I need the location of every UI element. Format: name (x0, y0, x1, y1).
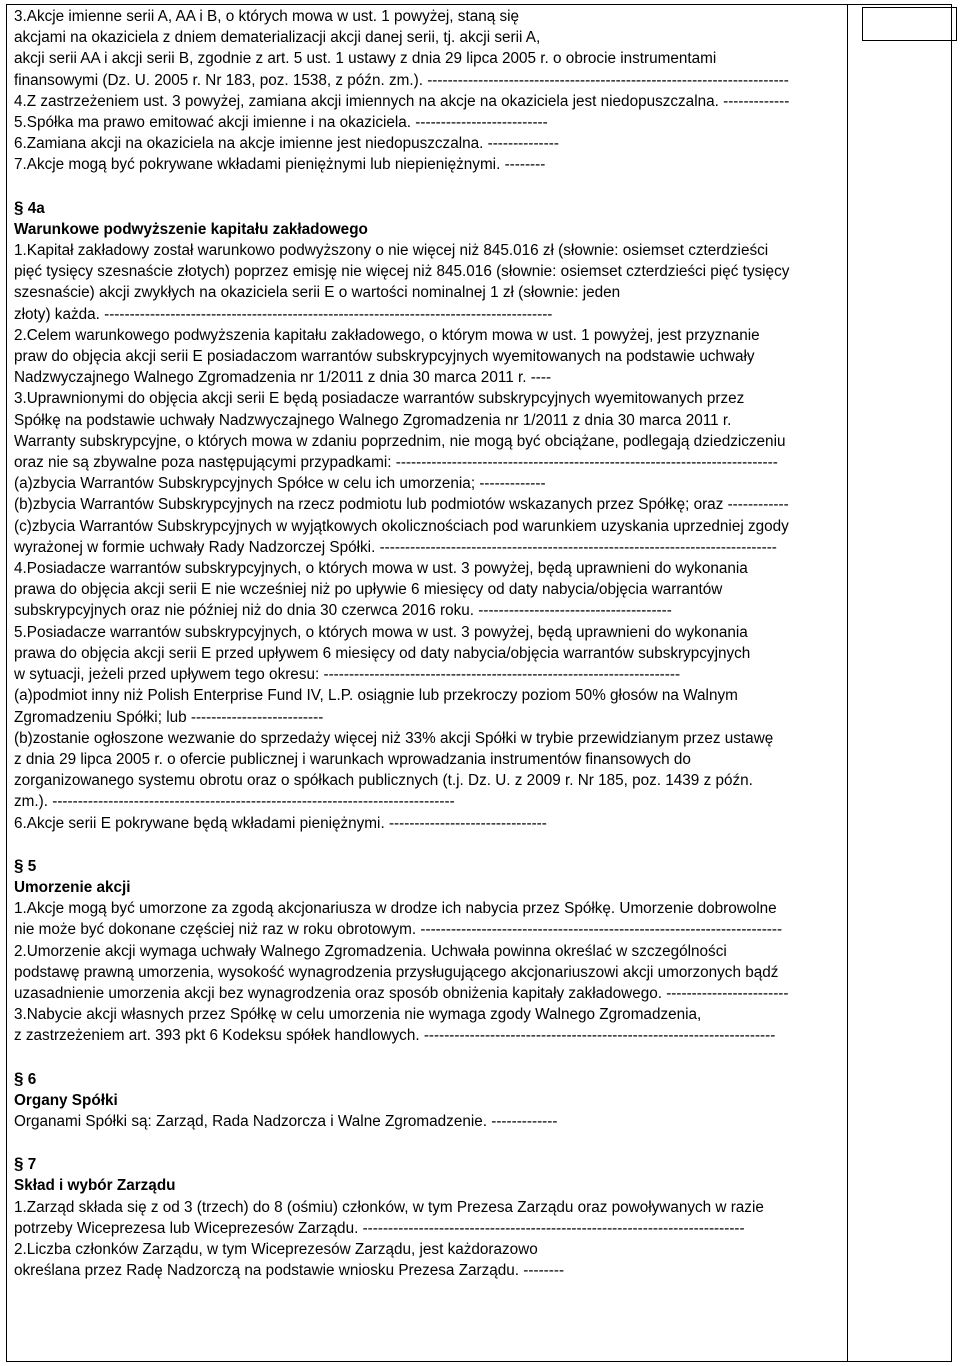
section-number: 5 (27, 857, 37, 875)
text-line: zorganizowanego systemu obrotu oraz o spółkach publicznych (t.j. Dz. U. z 2009 r. Nr 185, poz. 1439 z późn. (14, 772, 753, 790)
text-line: 5.Posiadacze warrantów subskrypcyjnych, o których mowa w ust. 3 powyżej, będą uprawnieni do wykonania (14, 623, 748, 641)
section-title: Warunkowe podwyższenie kapitału zakładowego (14, 220, 368, 238)
text-line: oraz nie są zbywalne poza następującymi przypadkami: --------------------------------------------------------------------------- (14, 454, 778, 472)
text-line: zm.). ------------------------------------------------------------------------------- (14, 793, 455, 811)
paragraph-sign: § (14, 855, 24, 875)
text-line: potrzeby Wiceprezesa lub Wiceprezesów Zarządu. --------------------------------------------------------------------------- (14, 1219, 745, 1237)
section-gap (14, 176, 838, 197)
text-line: (a)podmiot inny niż Polish Enterprise Fund IV, L.P. osiągnie lub przekroczy poziom 50% głosów na Walnym (14, 687, 738, 705)
text-line: (b)zostanie ogłoszone wezwanie do sprzedaży więcej niż 33% akcji Spółki w trybie przewidzianym przez ustawę (14, 729, 774, 747)
text-line: nie może być dokonane częściej niż raz w roku obrotowym. ----------------------------------------------------------------------- (14, 921, 783, 939)
text-line: z dnia 29 lipca 2005 r. o ofercie publicznej i warunkach wprowadzania instrumentów finansowych do (14, 750, 691, 768)
text-line: Spółkę na podstawie uchwały Nadzwyczajnego Walnego Zgromadzenia nr 1/2011 z dnia 30 marca 2011 r. (14, 411, 732, 429)
section-title: Umorzenie akcji (14, 878, 131, 896)
margin-box (862, 7, 957, 41)
text-line: 3.Nabycie akcji własnych przez Spółkę w celu umorzenia nie wymaga zgody Walnego Zgromadzenia, (14, 1006, 702, 1024)
text-line: złoty) każda. ---------------------------------------------------------------------------------------- (14, 305, 553, 323)
text-line: Nadzwyczajnego Walnego Zgromadzenia nr 1/2011 z dnia 30 marca 2011 r. ---- (14, 369, 552, 387)
text-line: Organami Spółki są: Zarząd, Rada Nadzorcza i Walne Zgromadzenie. ------------- (14, 1112, 558, 1130)
text-line: 1.Akcje mogą być umorzone za zgodą akcjonariusza w drodze ich nabycia przez Spółkę. Umorzenie dobrowolne (14, 900, 777, 918)
text-line: (c)zbycia Warrantów Subskrypcyjnych w wyjątkowych okolicznościach pod warunkiem uzyskania uprzedniej zgody (14, 517, 789, 535)
section-6 (14, 1068, 838, 1133)
text-line: 2.Celem warunkowego podwyższenia kapitału zakładowego, o którym mowa w ust. 1 powyżej, jest przyznanie (14, 326, 760, 344)
text-line: w sytuacji, jeżeli przed upływem tego okresu: ---------------------------------------------------------------------- (14, 666, 681, 684)
text-line: 6.Zamiana akcji na okaziciela na akcje imienne jest niedopuszczalna. -------------- (14, 135, 559, 153)
text-line: 2.Umorzenie akcji wymaga uchwały Walnego Zgromadzenia. Uchwała powinna określać w szczególności (14, 942, 727, 960)
text-line: 1.Zarząd składa się z od 3 (trzech) do 8 (ośmiu) członków, w tym Prezesa Zarządu oraz powoływanych w razie (14, 1198, 764, 1216)
section-gap (14, 834, 838, 855)
text-line: Warranty subskrypcyjne, o których mowa w zdaniu poprzednim, nie mogą być obciążane, podlegają dziedziczeniu (14, 432, 786, 450)
section-title: Organy Spółki (14, 1091, 118, 1109)
section-4a (14, 197, 838, 834)
text-line: (b)zbycia Warrantów Subskrypcyjnych na rzecz podmiotu lub podmiotów wskazanych przez Spółkę; oraz ------------ (14, 496, 789, 514)
text-line: 7.Akcje mogą być pokrywane wkładami pieniężnymi lub niepieniężnymi. -------- (14, 156, 546, 174)
text-line: prawa do objęcia akcji serii E przed upływem 6 miesięcy od daty nabycia/objęcia warrantów subskrypcyjnych (14, 644, 751, 662)
text-line: z zastrzeżeniem art. 393 pkt 6 Kodeksu spółek handlowych. --------------------------------------------------------------------- (14, 1027, 776, 1045)
paragraph-sign: § (14, 1154, 24, 1174)
text-line: 3.Uprawnionymi do objęcia akcji serii E będą posiadacze warrantów subskrypcyjnych wyemitowanych przez (14, 390, 745, 408)
section-gap (14, 1132, 838, 1153)
paragraph-sign: § (14, 1068, 24, 1088)
section-heading (14, 855, 838, 877)
section-heading (14, 197, 838, 219)
section-heading (14, 1153, 838, 1175)
paragraph-sign: § (14, 197, 24, 217)
document-body (14, 6, 838, 1281)
text-line: 5.Spółka ma prawo emitować akcji imienne i na okaziciela. -------------------------- (14, 114, 548, 132)
text-line: 6.Akcje serii E pokrywane będą wkładami pieniężnymi. ------------------------------- (14, 814, 547, 832)
section-5 (14, 855, 838, 1047)
text-line: szesnaście) akcji zwykłych na okaziciela serii E o wartości nominalnej 1 zł (słownie: jeden (14, 284, 621, 302)
text-line: uzasadnienie umorzenia akcji bez wynagrodzenia oraz sposób obniżenia kapitały zakładowego. ------------------------ (14, 984, 789, 1002)
section-gap (14, 1047, 838, 1068)
text-line: pięć tysięcy szesnaście złotych) poprzez emisję nie więcej niż 845.016 (słownie: osiemset czterdzieści pięć tysięcy (14, 263, 790, 281)
section-heading (14, 1068, 838, 1090)
text-line: 3.Akcje imienne serii A, AA i B, o których mowa w ust. 1 powyżej, staną się (14, 8, 520, 25)
section-number: 6 (27, 1070, 37, 1088)
text-line: Zgromadzeniu Spółki; lub -------------------------- (14, 708, 324, 726)
text-line: praw do objęcia akcji serii E posiadaczom warrantów subskrypcyjnych wyemitowanych na podstawie uchwały (14, 348, 755, 366)
section-7 (14, 1153, 838, 1281)
text-line: akcji serii AA i akcji serii B, zgodnie z art. 5 ust. 1 ustawy z dnia 29 lipca 2005 r. o obrocie instrumentami (14, 50, 717, 68)
sections (14, 176, 838, 1282)
text-line: finansowymi (Dz. U. 2005 r. Nr 183, poz. 1538, z późn. zm.). ----------------------------------------------------------------------- (14, 71, 789, 89)
text-line: określana przez Radę Nadzorczą na podstawie wniosku Prezesa Zarządu. -------- (14, 1262, 565, 1280)
text-line: prawa do objęcia akcji serii E nie wcześniej niż po upływie 6 miesięcy od daty nabycia/objęcia warrantów (14, 581, 723, 599)
text-line: 1.Kapitał zakładowy został warunkowo podwyższony o nie więcej niż 845.016 zł (słownie: osiemset czterdzieści (14, 242, 769, 260)
text-line: 2.Liczba członków Zarządu, w tym Wiceprezesów Zarządu, jest każdorazowo (14, 1240, 538, 1258)
text-line: subskrypcyjnych oraz nie później niż do dnia 30 czerwca 2016 roku. -------------------------------------- (14, 602, 672, 620)
column-divider (847, 5, 848, 1361)
text-line: podstawę prawną umorzenia, wysokość wynagrodzenia przysługującego akcjonariuszowi akcji umorzonych bądź (14, 963, 779, 981)
section-number: 4a (27, 199, 45, 217)
intro-paragraphs (14, 6, 838, 176)
text-line: (a)zbycia Warrantów Subskrypcyjnych Spółce w celu ich umorzenia; ------------- (14, 475, 546, 493)
section-title: Skład i wybór Zarządu (14, 1177, 176, 1195)
text-line: 4.Posiadacze warrantów subskrypcyjnych, o których mowa w ust. 3 powyżej, będą uprawnieni do wykonania (14, 560, 748, 578)
text-line: wyrażonej w formie uchwały Rady Nadzorczej Spółki. ------------------------------------------------------------------------------ (14, 538, 777, 556)
text-line: 4.Z zastrzeżeniem ust. 3 powyżej, zamiana akcji imiennych na akcje na okaziciela jest niedopuszczalna. ------------- (14, 92, 790, 110)
text-line: akcjami na okaziciela z dniem dematerializacji akcji danej serii, tj. akcji serii A, (14, 29, 541, 47)
section-number: 7 (27, 1156, 37, 1174)
